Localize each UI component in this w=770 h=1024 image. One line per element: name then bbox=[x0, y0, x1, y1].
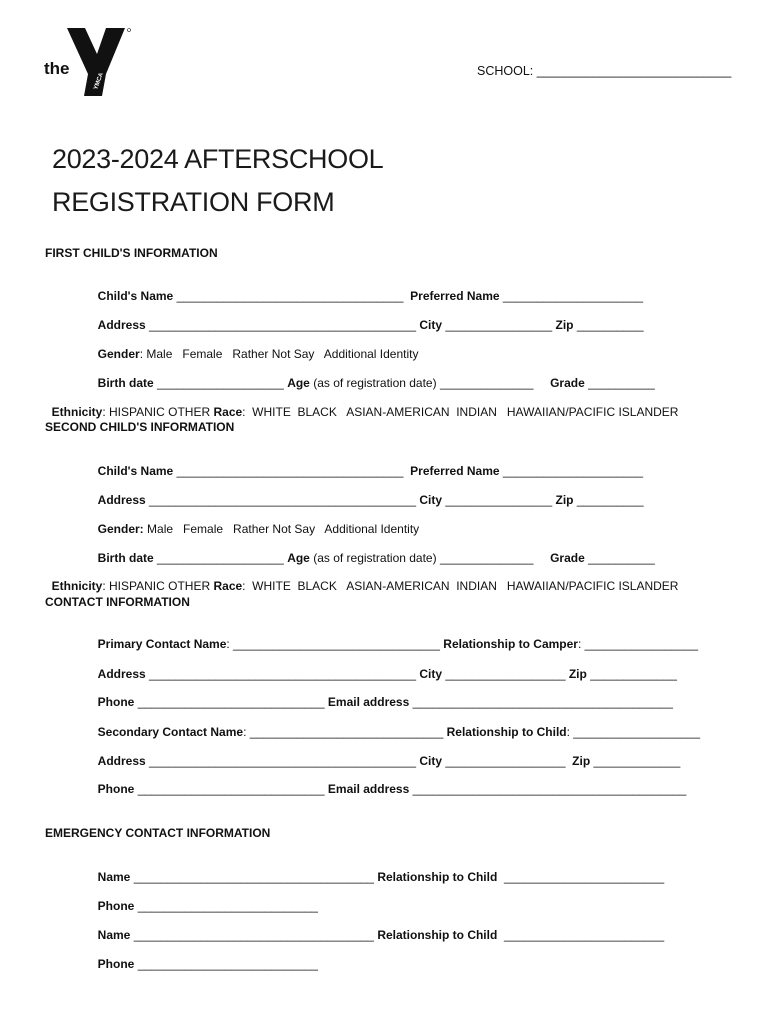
primary-contact-row bbox=[91, 623, 698, 651]
second-child-ethnicity-row bbox=[45, 565, 678, 593]
relationship-camper-field[interactable]: : _________________ bbox=[577, 637, 699, 651]
race-label: Race bbox=[213, 405, 243, 419]
ymca-logo bbox=[40, 26, 140, 100]
first-child-heading: FIRST CHILD'S INFORMATION bbox=[45, 246, 218, 260]
phone-label: Phone bbox=[97, 957, 135, 971]
address-label: Address bbox=[97, 667, 146, 681]
city-label: City bbox=[419, 318, 443, 332]
secondary-contact-row bbox=[91, 711, 700, 739]
age-field[interactable]: ______________ bbox=[439, 376, 534, 390]
zip-label: Zip bbox=[568, 667, 587, 681]
primary-contact-field[interactable]: : _______________________________ bbox=[226, 637, 440, 651]
zip-label: Zip bbox=[572, 754, 591, 768]
email-field[interactable]: _________________________________________ bbox=[412, 782, 687, 796]
address-label: Address bbox=[97, 318, 146, 332]
relationship-field[interactable]: ________________________ bbox=[503, 870, 665, 884]
race-options[interactable]: : WHITE BLACK ASIAN-AMERICAN INDIAN HAWAIIAN/PACIFIC ISLANDER bbox=[242, 405, 679, 419]
birth-date-label: Birth date bbox=[97, 376, 154, 390]
preferred-name-field[interactable]: _____________________ bbox=[502, 289, 644, 303]
address-label: Address bbox=[97, 754, 146, 768]
secondary-contact-field[interactable]: : _____________________________ bbox=[243, 725, 444, 739]
zip-label: Zip bbox=[555, 318, 574, 332]
ethnicity-label: Ethnicity bbox=[51, 405, 103, 419]
race-options[interactable]: : WHITE BLACK ASIAN-AMERICAN INDIAN HAWAIIAN/PACIFIC ISLANDER bbox=[242, 579, 679, 593]
secondary-contact-label: Secondary Contact Name bbox=[97, 725, 244, 739]
city-field[interactable]: ________________ bbox=[445, 493, 553, 507]
ethnicity-options[interactable]: : HISPANIC OTHER bbox=[102, 579, 211, 593]
second-child-birth-row bbox=[91, 537, 655, 565]
relationship-child-field[interactable]: : ___________________ bbox=[566, 725, 701, 739]
first-child-birth-row bbox=[91, 362, 655, 390]
address-field[interactable]: ________________________________________ bbox=[149, 318, 416, 332]
email-label: Email address bbox=[327, 782, 410, 796]
emergency-heading: EMERGENCY CONTACT INFORMATION bbox=[45, 826, 271, 840]
city-label: City bbox=[419, 667, 443, 681]
first-child-gender-row bbox=[91, 333, 419, 361]
first-child-address-row bbox=[91, 304, 644, 332]
phone-field[interactable]: ___________________________ bbox=[137, 957, 318, 971]
age-note: (as of registration date) bbox=[313, 376, 437, 390]
secondary-address-row bbox=[91, 740, 680, 768]
phone-label: Phone bbox=[97, 782, 135, 796]
email-field[interactable]: _______________________________________ bbox=[412, 695, 673, 709]
svg-text:YMCA: YMCA bbox=[93, 72, 105, 91]
preferred-name-label: Preferred Name bbox=[410, 464, 500, 478]
email-label: Email address bbox=[327, 695, 410, 709]
second-child-gender-row bbox=[91, 508, 419, 536]
zip-label: Zip bbox=[555, 493, 574, 507]
birth-date-field[interactable]: ___________________ bbox=[157, 551, 284, 565]
emergency-phone-row-1 bbox=[91, 885, 318, 913]
emergency-name-row-2 bbox=[91, 914, 664, 942]
city-label: City bbox=[419, 493, 443, 507]
grade-field[interactable]: __________ bbox=[588, 551, 655, 565]
first-child-ethnicity-row bbox=[45, 391, 678, 419]
address-field[interactable]: ________________________________________ bbox=[149, 754, 416, 768]
name-label: Name bbox=[97, 870, 131, 884]
city-label: City bbox=[419, 754, 443, 768]
primary-contact-label: Primary Contact Name bbox=[97, 637, 227, 651]
address-field[interactable]: ________________________________________ bbox=[149, 493, 416, 507]
second-child-name-row bbox=[91, 450, 643, 478]
childs-name-label: Child's Name bbox=[97, 464, 174, 478]
phone-field[interactable]: ___________________________ bbox=[137, 899, 318, 913]
primary-phone-row bbox=[91, 681, 673, 709]
zip-field[interactable]: __________ bbox=[576, 493, 644, 507]
preferred-name-field[interactable]: _____________________ bbox=[502, 464, 644, 478]
emergency-phone-row-2 bbox=[91, 943, 318, 971]
grade-field[interactable]: __________ bbox=[588, 376, 655, 390]
grade-label: Grade bbox=[550, 376, 585, 390]
contact-heading: CONTACT INFORMATION bbox=[45, 595, 190, 609]
childs-name-label: Child's Name bbox=[97, 289, 174, 303]
gender-label: Gender bbox=[97, 347, 140, 361]
gender-options[interactable]: Male Female Rather Not Say Additional Identity bbox=[143, 522, 420, 536]
secondary-phone-row bbox=[91, 768, 686, 796]
city-field[interactable]: ________________ bbox=[445, 318, 553, 332]
preferred-name-label: Preferred Name bbox=[410, 289, 500, 303]
age-field[interactable]: ______________ bbox=[439, 551, 534, 565]
emergency-name-row-1 bbox=[91, 856, 664, 884]
relationship-child-label: Relationship to Child bbox=[446, 725, 567, 739]
relationship-camper-label: Relationship to Camper bbox=[443, 637, 578, 651]
birth-date-field[interactable]: ___________________ bbox=[157, 376, 284, 390]
childs-name-field[interactable]: __________________________________ bbox=[176, 464, 404, 478]
race-label: Race bbox=[213, 579, 243, 593]
childs-name-field[interactable]: __________________________________ bbox=[176, 289, 404, 303]
city-field[interactable]: __________________ bbox=[445, 754, 566, 768]
gender-label: Gender: bbox=[97, 522, 144, 536]
relationship-label: Relationship to Child bbox=[377, 870, 498, 884]
zip-field[interactable]: _____________ bbox=[590, 667, 677, 681]
svg-text:the: the bbox=[44, 59, 70, 78]
address-field[interactable]: ________________________________________ bbox=[149, 667, 416, 681]
name-label: Name bbox=[97, 928, 131, 942]
name-field[interactable]: ____________________________________ bbox=[133, 870, 374, 884]
relationship-field[interactable]: ________________________ bbox=[503, 928, 665, 942]
name-field[interactable]: ____________________________________ bbox=[133, 928, 374, 942]
first-child-name-row bbox=[91, 275, 643, 303]
zip-field[interactable]: __________ bbox=[576, 318, 644, 332]
ethnicity-options[interactable]: : HISPANIC OTHER bbox=[102, 405, 211, 419]
zip-field[interactable]: _____________ bbox=[593, 754, 681, 768]
phone-label: Phone bbox=[97, 899, 135, 913]
phone-field[interactable]: ____________________________ bbox=[137, 782, 325, 796]
age-label: Age bbox=[287, 551, 310, 565]
grade-label: Grade bbox=[550, 551, 585, 565]
school-field[interactable]: SCHOOL: ____________________________ bbox=[477, 64, 732, 78]
ethnicity-label: Ethnicity bbox=[51, 579, 103, 593]
age-label: Age bbox=[287, 376, 310, 390]
second-child-heading: SECOND CHILD'S INFORMATION bbox=[45, 420, 235, 434]
form-title-line2: REGISTRATION FORM bbox=[52, 187, 335, 217]
age-note: (as of registration date) bbox=[313, 551, 437, 565]
phone-label: Phone bbox=[97, 695, 135, 709]
gender-options[interactable]: : Male Female Rather Not Say Additional Identity bbox=[139, 347, 419, 361]
city-field[interactable]: __________________ bbox=[445, 667, 566, 681]
relationship-label: Relationship to Child bbox=[377, 928, 498, 942]
primary-address-row bbox=[91, 653, 677, 681]
form-title-line1: 2023-2024 AFTERSCHOOL bbox=[52, 144, 384, 174]
birth-date-label: Birth date bbox=[97, 551, 154, 565]
phone-field[interactable]: ____________________________ bbox=[137, 695, 325, 709]
address-label: Address bbox=[97, 493, 146, 507]
second-child-address-row bbox=[91, 479, 644, 507]
